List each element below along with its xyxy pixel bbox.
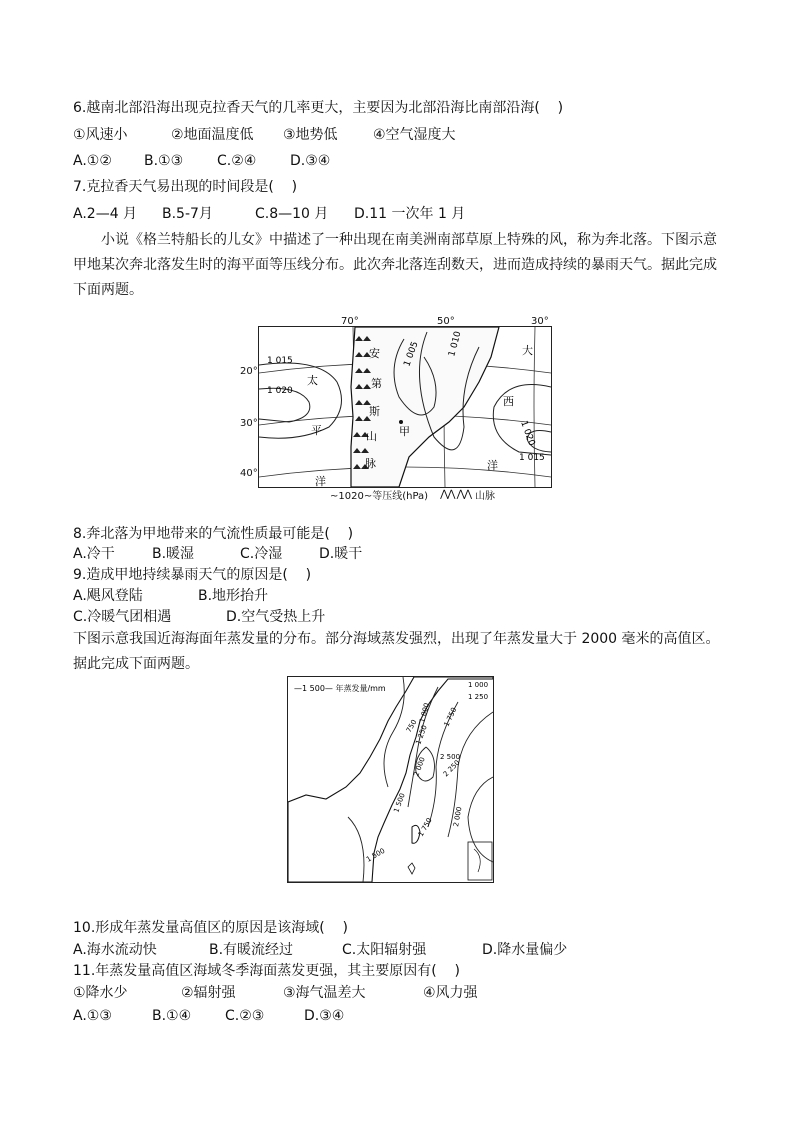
lat-label: 20° <box>240 366 258 377</box>
q11-item-1: ①降水少 <box>73 985 128 1001</box>
lon-label: 70° <box>341 316 359 327</box>
q10-option-a: A.海水流动快 <box>73 942 157 958</box>
lat-label: 30° <box>240 418 258 429</box>
q7-option-c: C.8—10 月 <box>255 206 329 222</box>
south-america-isobar-map <box>258 326 552 488</box>
q9-option-d: D.空气受热上升 <box>226 609 326 625</box>
q8-stem: 8.奔北落为甲地带来的气流性质最可能是( ) <box>73 526 354 542</box>
q6-items <box>73 125 456 145</box>
q8-option-a: A.冷干 <box>73 546 115 562</box>
q7-option-b: B.5-7月 <box>162 206 213 222</box>
contour-label: 2 250 <box>441 758 462 779</box>
q7-options <box>73 204 465 224</box>
place-label: 太 <box>307 374 318 387</box>
q6-item-3: ③地势低 <box>283 127 338 143</box>
passage-2: 下图示意我国近海海面年蒸发量的分布。部分海域蒸发强烈，出现了年蒸发量大于 2000 毫米的高值区。据此完成下面两题。 <box>73 631 720 672</box>
contour-label: 1 500 <box>365 846 387 864</box>
q11-options <box>73 1006 344 1026</box>
q8-option-c: C.冷湿 <box>240 546 283 562</box>
q11-option-a: A.①③ <box>73 1008 112 1024</box>
map-1-drawing <box>259 327 551 487</box>
contour-label: 1 250 <box>468 693 489 701</box>
legend-mountain-text: 山脉 <box>475 491 496 502</box>
place-label: 脉 <box>365 457 376 470</box>
q10-option-b: B.有暖流经过 <box>209 942 294 958</box>
place-label: 西 <box>503 395 514 408</box>
lon-label: 30° <box>531 316 549 327</box>
q6-option-b: B.①③ <box>144 153 184 169</box>
evaporation-map <box>287 676 494 883</box>
isobar-label: 1 015 <box>519 453 545 463</box>
place-label: 第 <box>371 377 382 390</box>
q6-item-1: ①风速小 <box>73 127 128 143</box>
legend-isobar-text: ~1020~等压线(hPa) <box>330 491 429 502</box>
q6-option-c: C.②④ <box>217 153 257 169</box>
mountain-icon: ⋀⋀ ⋀⋀ <box>440 489 472 500</box>
map-1-legend <box>330 487 495 502</box>
q7-option-d: D.11 一次年 1 月 <box>354 206 466 222</box>
q11-option-b: B.①④ <box>152 1008 192 1024</box>
contour-label: 1 250 <box>414 724 429 746</box>
place-label: 平 <box>311 424 322 437</box>
isobar-label: 1 015 <box>267 356 293 366</box>
place-label: 洋 <box>487 459 498 472</box>
q9-stem: 9.造成甲地持续暴雨天气的原因是( ) <box>73 567 312 583</box>
contour-label: 1 750 <box>442 706 459 728</box>
place-label: 安 <box>369 347 380 360</box>
q11-item-2: ②辐射强 <box>181 985 236 1001</box>
q10-option-c: C.太阳辐射强 <box>342 942 427 958</box>
q9-options-row2 <box>73 607 325 627</box>
isobar-label: 1 010 <box>447 330 464 358</box>
q10-options <box>73 940 567 960</box>
contour-label: 1 000 <box>418 702 432 724</box>
place-label: 洋 <box>315 475 326 487</box>
q6-item-2: ②地面温度低 <box>171 127 254 143</box>
q11-item-3: ③海气温差大 <box>283 985 366 1001</box>
contour-label: 1 500 <box>392 792 407 814</box>
q8-options <box>73 544 362 564</box>
q9-option-c: C.冷暖气团相遇 <box>73 609 172 625</box>
q6-stem: 6.越南北部沿海出现克拉香天气的几率更大，主要因为北部沿海比南部沿海( ) <box>73 100 564 116</box>
contour-label: 750 <box>404 718 419 734</box>
q11-stem: 11.年蒸发量高值区海域冬季海面蒸发更强，其主要原因有( ) <box>73 963 460 979</box>
place-label: 斯 <box>369 405 380 418</box>
q10-stem: 10.形成年蒸发量高值区的原因是该海域( ) <box>73 920 348 936</box>
isobar-label: 1 005 <box>402 340 421 369</box>
q9-option-b: B.地形抬升 <box>198 588 269 604</box>
contour-label: 2 000 <box>412 756 427 778</box>
place-label: 大 <box>522 344 533 357</box>
contour-label: 2 000 <box>452 806 464 828</box>
q6-options <box>73 151 330 171</box>
q8-option-b: B.暖湿 <box>152 546 195 562</box>
q11-option-d: D.③④ <box>304 1008 345 1024</box>
isobar-label: 1 020 <box>518 419 537 448</box>
q7-option-a: A.2—4 月 <box>73 206 138 222</box>
q6-option-d: D.③④ <box>290 153 331 169</box>
q9-options-row1 <box>73 586 268 606</box>
contour-label: 2 500 <box>440 753 461 761</box>
q6-option-a: A.①② <box>73 153 112 169</box>
lat-label: 40° <box>240 468 258 479</box>
q10-option-d: D.降水量偏少 <box>482 942 568 958</box>
lon-label: 50° <box>437 316 455 327</box>
contour-label: 1 000 <box>468 681 489 689</box>
q7-stem: 7.克拉香天气易出现的时间段是( ) <box>73 179 298 195</box>
q6-item-4: ④空气湿度大 <box>373 127 456 143</box>
place-label: 山 <box>366 430 377 443</box>
passage-1: 小说《格兰特船长的儿女》中描述了一种出现在南美洲南部草原上特殊的风，称为奔北落。下图示意甲地某次奔北落发生时的海平面等压线分布。此次奔北落连刮数天，进而造成持续的暴雨天气。据此完成下面两题。 <box>73 232 717 298</box>
place-label-jia: 甲 <box>399 425 410 438</box>
map-2-drawing <box>288 677 493 882</box>
q11-items <box>73 983 478 1003</box>
map-2-legend: —1 500— 年蒸发量/mm <box>294 684 386 693</box>
isobar-label: 1 020 <box>267 386 293 396</box>
q11-option-c: C.②③ <box>225 1008 265 1024</box>
q11-item-4: ④风力强 <box>423 985 478 1001</box>
q9-option-a: A.飓风登陆 <box>73 588 143 604</box>
contour-label: 1 750 <box>416 816 434 838</box>
q8-option-d: D.暖干 <box>319 546 363 562</box>
